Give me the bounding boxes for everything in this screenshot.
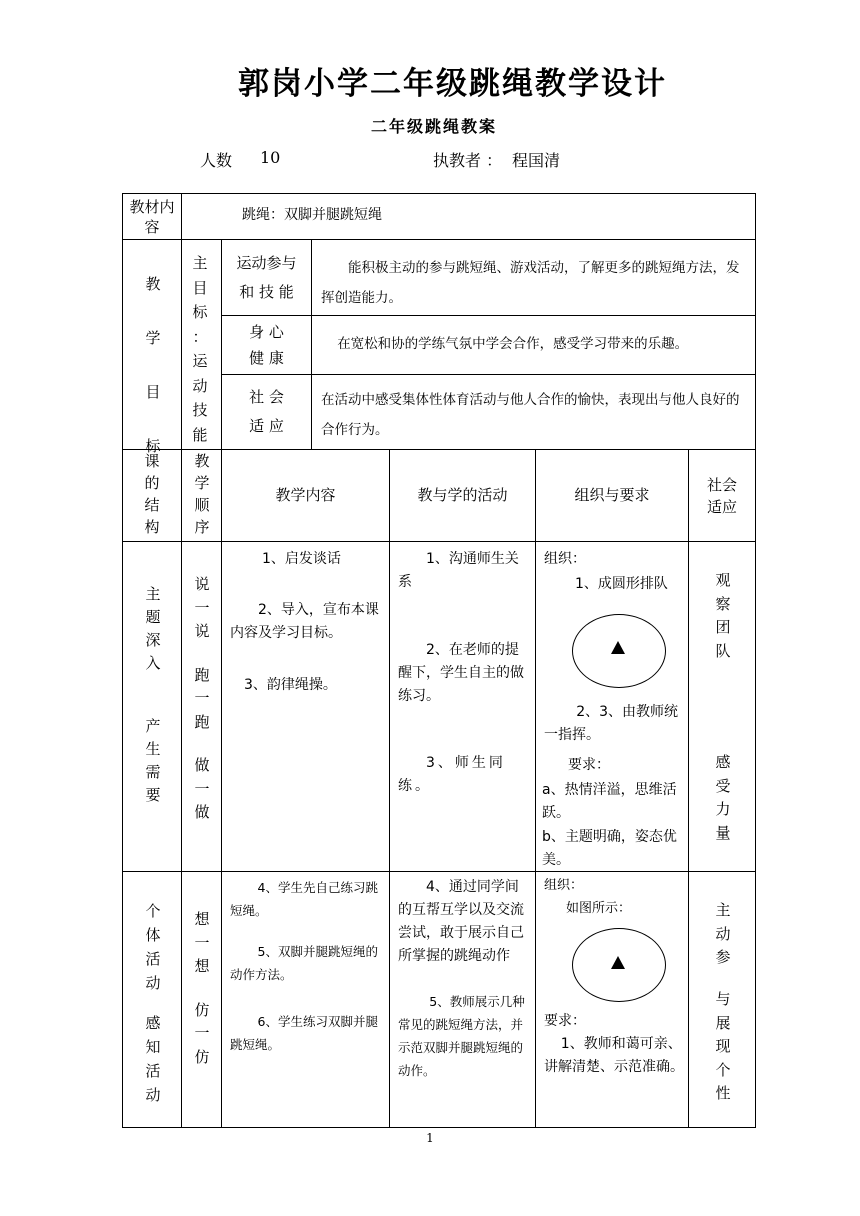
count-label: 人数 [200,151,233,170]
s1-activity-3: 3、师生同练。 [398,755,506,794]
s1-social-bottom: 感 受 力 量 [715,753,731,842]
goal-name-2: 身 心 健 康 [249,323,284,367]
s2-org-line: 如图所示： [566,901,632,916]
teacher-label: 执教者 ： [433,151,503,170]
s2-structure-bottom: 感 知 活 动 [145,1014,161,1104]
page-number: 1 [426,1131,434,1145]
s1-req-1: a、热情洋溢，思维活跃。 [542,782,677,821]
s1-org-after: 2、3、由教师统一指挥。 [544,704,679,743]
s1-social-top: 观 察 团 队 [715,571,731,660]
s2-content-2: 5、双脚并腿跳短绳的动作方法。 [230,944,378,982]
lesson-plan-table [122,193,756,1128]
s2-structure-top: 个 体 活 动 [145,902,161,992]
goal-name-1: 运动参与 和 技 能 [236,254,297,301]
s2-social-bottom: 与 展 现 个 性 [715,990,731,1102]
s1-structure-bottom: 产 生 需 要 [145,717,161,804]
header-order: 教 学 顺 序 [194,452,210,536]
s1-req-2: b、主题明确，姿态优美。 [542,829,677,868]
goal-text-2: 在宽松和协的学练气氛中学会合作，感受学习带来的乐趣。 [337,336,689,352]
s2-content-1: 4、学生先自己练习跳短绳。 [230,880,378,918]
header-social: 社会适应 [706,475,737,516]
s2-activity-1: 4、通过同学间的互帮互学以及交流尝试，敢于展示自己所掌握的跳绳动作 [398,879,524,964]
s2-req-1: 1、教师和蔼可亲、讲解清楚、示范准确。 [544,1036,684,1075]
goals-sub-label: 主 目 标 ： 运 动 技 能 [192,254,208,444]
content-label: 教材内容 [129,198,175,236]
s1-content-3: 3、韵律绳操。 [244,677,337,693]
s1-order: 说 一 说 跑 一 跑 做 一 做 [194,575,210,821]
goal-text-3: 在活动中感受集体性体育活动与他人合作的愉快，表现出与他人良好的合作行为。 [321,392,740,438]
count-value: 10 [260,148,281,167]
teacher-name: 程国清 [512,151,561,170]
s1-content-2: 2、导入，宣布本课内容及学习目标。 [230,602,379,641]
s1-activity-1: 1、沟通师生关系 [398,551,519,590]
s1-org-label: 组织： [544,551,586,567]
s1-activity-2: 2、在老师的提醒下，学生自主的做练习。 [398,642,524,704]
header-content: 教学内容 [275,486,336,504]
s1-org-line: 1、成圆形排队 [575,576,668,592]
s2-social-top: 主 动 参 [715,901,731,966]
goals-label: 教 学 目 标 [145,275,161,455]
s2-activity-2: 5、教师展示几种常见的跳短绳方法，并示范双脚并腿跳短绳的动作。 [398,994,525,1078]
s2-org-label: 组织： [544,878,584,893]
header-organization: 组织与要求 [574,486,650,504]
teacher-marker-1 [611,641,625,654]
s1-req-label: 要求： [568,757,610,773]
content-value: 跳绳：双脚并腿跳短绳 [242,207,382,223]
goal-text-1: 能积极主动的参与跳短绳、游戏活动，了解更多的跳短绳方法，发挥创造能力。 [321,260,740,306]
s2-content-3: 6、学生练习双脚并腿跳短绳。 [230,1014,378,1052]
header-activity: 教与学的活动 [417,486,508,504]
s2-req-label: 要求： [544,1013,586,1029]
s1-content-1: 1、启发谈话 [262,551,341,567]
header-structure: 课 的 结 构 [144,452,160,536]
goal-name-3: 社 会 适 应 [249,388,284,435]
s1-structure-top: 主 题 深 入 [145,585,161,672]
page-title: 郭岗小学二年级跳绳教学设计 [238,66,667,102]
teacher-marker-2 [611,956,625,969]
page-subtitle: 二年级跳绳教案 [370,117,497,136]
s2-order: 想 一 想 仿 一 仿 [194,910,210,1066]
